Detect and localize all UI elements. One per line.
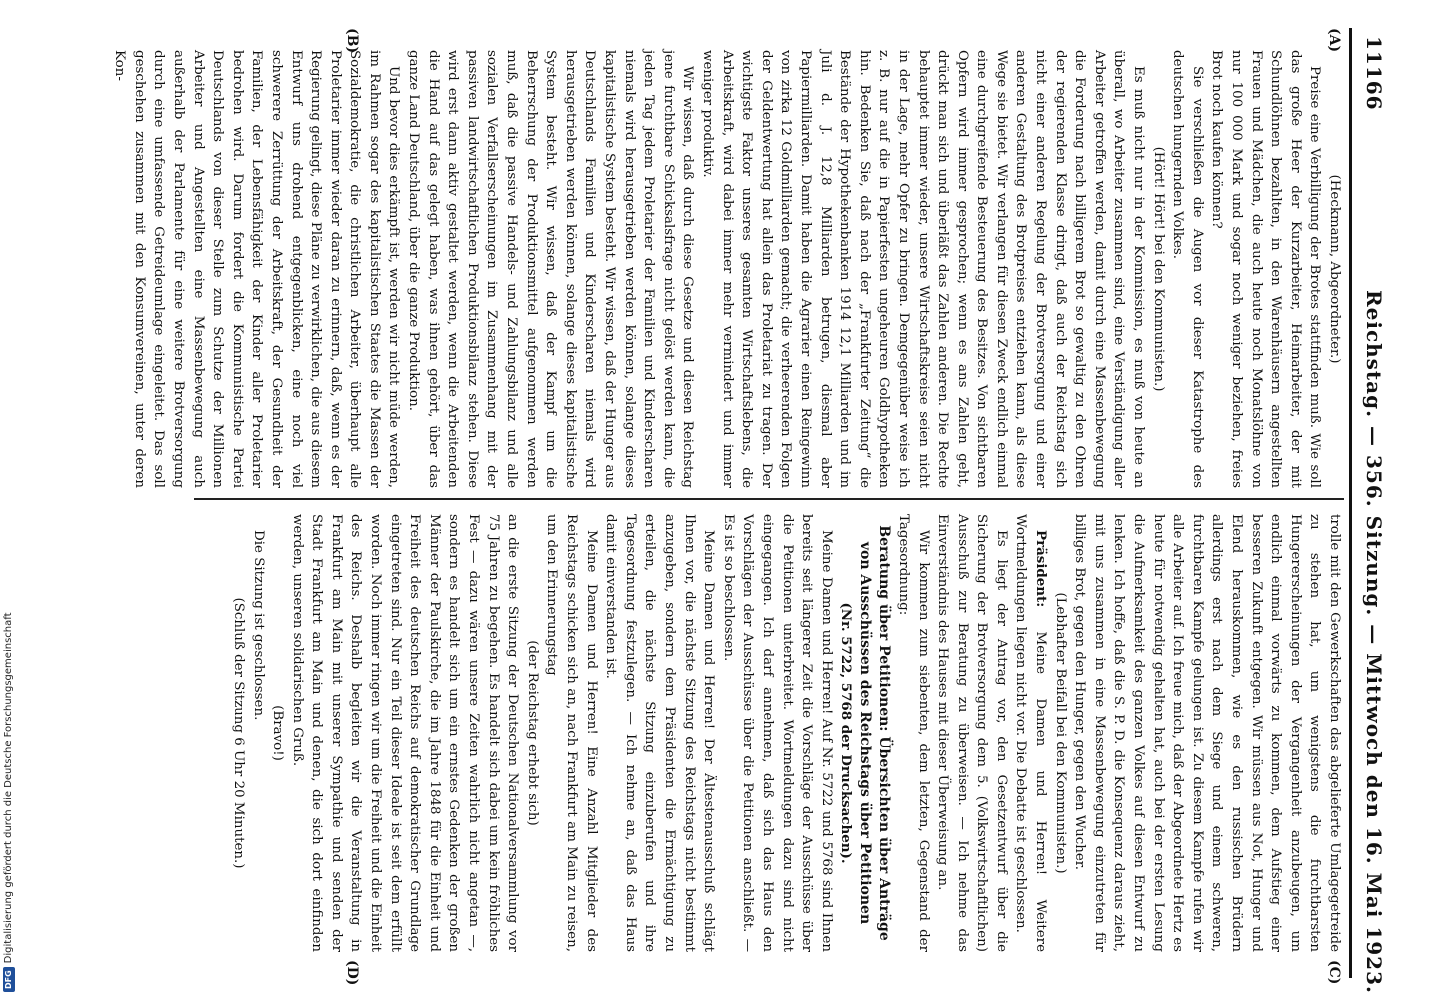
page-header: [1354, 28, 1388, 994]
applause-note: (Lebhafter Beifall bei den Kommunisten.): [1052, 592, 1068, 874]
margin-marker-b: (B): [344, 28, 360, 54]
speaker-note: (Heckmann, Abgeordneter.): [1327, 174, 1342, 364]
agenda-heading: Beratung über Petitionen: Übersichten über Anträge von Ausschüssen des Reichstags über Petitionen: [857, 525, 893, 941]
paragraph: Wir kommen zum siebenten, dem letzten, Gegenstand der Tagesordnung:: [895, 514, 931, 952]
paragraph: Wir wissen, daß durch diese Gesetze und diesen Reichstag jene furchtbare Schicksalsfrage nicht gelöst werden kann, die jeden Tag jedem Proletarier der Familien und Kinderscharen niemals wird herausgetrieben werden können, solange dieses kapitalistische System besteht. Wir wissen, daß der Hunger aus Deutschlands Familien und Kinderscharen niemals wird herausgetrieben werden können, solange dieses kapitalistische System besteht. Wir wissen, daß der Kampf um die Beherrschung der Produktionsmittel aufgenommen werden muß, daß die passive Handels- und Zahlungsbilanz und alle sozialen Verfallserscheinungen im Zusammenhang mit der passiven landwirtschaftlichen Produktionsbilanz stehen. Diese wird erst dann aktiv gestaltet werden, wenn die Arbeitenden die Hand auf das gelegt haben, was ihnen gehört, über das ganze Land Deutschland, über die ganze Produktion.: [406, 50, 696, 488]
dfg-logo: DFG: [3, 967, 15, 992]
agenda-heading-sub: (Nr. 5722, 5768 der Drucksachen).: [838, 602, 855, 864]
paragraph: trolle mit den Gewerkschaften das abgelieferte Umlagegetreide zu stehen hat, um wenigstens die furchtbarsten Hungererscheinungen der Vergangenheit anzubeugen, um endlich einmal vorwärts zu kommen, dem Aufstieg einer besseren Zukunft entgegen. Wir müssen aus Not, Hunger und Elend herauskommen, wie es den russischen Brüdern allerdings erst nach dem Siege und einem schweren, furchtbaren Kampfe gelungen ist. Zu diesem Kampfe rufen wir alle Arbeiter auf. Ich freue mich, daß der Abgeordnete Hertz es heute für notwendig gehalten hat, auch bei der ersten Lesung die Aufmerksamkeit des ganzen Volkes auf diesen Entwurf zu lenken. Ich hoffe, daß die S. P. D. die Konsequenz daraus zieht, mit uns zusammen in eine Massenbewegung einzutreten für billiges Brot, gegen den Hunger, gegen den Wucher.: [1072, 514, 1342, 952]
president-statement: [1011, 514, 1050, 952]
column-divider: [194, 498, 1344, 500]
margin-marker-c: (C): [1326, 960, 1342, 985]
left-column: [114, 50, 1344, 488]
paragraph: Und bevor dies erkämpft ist, werden wir nicht müde werden, im Rahmen sogar des kapitalistischen Staates die Massen der Sozialdemokratie, die christlichen Arbeiter, überhaupt alle Proletarier immer wieder daran zu erinnern, daß, wenn es der Regierung gelingt, diese Pläne zu verwirklichen, die aus diesem Entwurf uns drohend entgegenblicken, eine noch viel schwerere Zerrüttung der Arbeitskraft, der Gesundheit der Familien, der Lebensfähigkeit der Kinder aller Proletarier bedrohen wird. Darum fordert die Kommunistische Partei Deutschlands von dieser Stelle zum Schutze der Millionen Arbeiter und Angestellten eine Massenbewegung auch außerhalb der Parlamente für eine weitere Brotversorgung durch eine umfassende Getreideumlage eingeleitet. Das soll geschehen zusammen mit den Konsumvereinen, unter deren Kon-: [112, 50, 402, 488]
end-note: (Schluß der Sitzung 6 Uhr 20 Minuten.): [230, 597, 246, 869]
digitization-credit-text: Digitalisierung gefördert durch die Deutsche Forschungsgemeinschaft: [3, 612, 14, 964]
paragraph: Preise eine Verbilligung der Brotes stattfinden muß. Wie soll das große Heer der Kurzarbeiter, Heimarbeiter, der mit Schundlöhnen bezahlten, in den Warenhäusern angestellten Frauen und Mädchen, die auch heute noch Monatslöhne von nur 100 000 Mark und sogar noch weniger beziehen, freies Brot noch kaufen können?: [1209, 50, 1323, 488]
paragraph: Meine Damen und Herren! Der Ältestenausschuß schlägt Ihnen vor, die nächste Sitzung des Reichstags nicht bestimmt anzugeben, sondern dem Präsidenten die Ermächtigung zu erteilen, die nächste Sitzung einzuberufen und ihre Tagesordnung festzulegen. — Ich nehme an, daß das Haus damit einverstanden ist.: [603, 514, 717, 952]
header-rule: [1349, 28, 1352, 978]
page-title: Reichstag. — 356. Sitzung. — Mittwoch den 16. Mai 1923.: [1362, 290, 1386, 994]
paragraph: Sie verschließen die Augen vor dieser Katastrophe des deutschen hungernden Volkes.: [1170, 50, 1205, 488]
paragraph: Es muß nicht nur in der Kommission, es muß von heute an überall, wo Arbeiter zusammen sind, eine Verständigung aller Arbeiter getroffen werden, damit durch eine Massenbewegung die Forderung nach billigerem Brot so gewaltig zu den Ohren der regierenden Klasse dringt, daß auch der Reichstag sich nicht einer anderen Regelung der Brotversorgung und einer anderen Gestaltung des Brotpreises entziehen kann, als diese Wege sie bietet. Wir verlangen für diesen Zweck endlich einmal eine durchgreifende Besteuerung des Besitzes. Von sichtbaren Opfern wird immer gesprochen; wenn es ans Zahlen geht, drückt man sich und überläßt das Zahlen anderen. Die Rechte behauptet immer wieder, unsere Wirtschaftskreise seien nicht in der Lage, mehr Opfer zu bringen. Demgegenüber weise ich z. B. nur auf die in Papierfesten ungeheuren Goldhypotheken hin. Bedenken Sie, daß nach der „Frankfurter Zeitung“ die Bestände der Hypothekenbanken 1914 12,1 Milliarden und im Juli d. J. 12,8 Milliarden betrugen, diesmal aber Papiermilliarden. Damit haben die Agrarier einen Reingewinn von zirka 12 Goldmilliarden gemacht; die verheerenden Folgen der Geldentwertung hat allein das Proletariat zu tragen. Der wichtigste Faktor unseres gesamten Wirtschaftslebens, die Arbeitskraft, wird dabei immer mehr vermindert und immer weniger produktiv.: [700, 50, 1147, 488]
bravo-note: (Bravo!): [270, 705, 286, 761]
paragraph: Meine Damen und Herren! Auf Nr. 5722 und 5768 sind Ihnen bereits seit längerer Zeit die Vorschläge der Ausschüsse über die Petitionen unterbreitet. Wortmeldungen dazu sind nicht eingegangen. Ich darf annehmen, daß sich das Haus den Vorschlägen der Ausschüsse über die Petitionen anschließt. — Es ist so beschlossen.: [720, 514, 834, 952]
right-column: [114, 514, 1344, 952]
president-label: Präsident:: [1033, 530, 1050, 608]
paragraph: an die erste Sitzung der Deutschen Nationalversammlung vor 75 Jahren zu begehen. Es handelt sich dabei um kein fröhliches Fest — dazu wären unsere Zeiten wahrlich nicht angetan —, sondern es handelt sich um ein ernstes Gedenken der großen Männer der Paulskirche, die im Jahre 1848 für die Einheit und Freiheit des deutschen Reichs auf demokratischer Grundlage eingetreten sind. Nur ein Teil dieser Ideale ist seit dem erfüllt worden. Noch immer ringen wir um die Freiheit und die Einheit des Reichs. Deshalb begleiten wir die Veranstaltung in Frankfurt am Main mit unserer Sympathie und senden der Stadt Frankfurt am Main und denen, die sich dort einfinden werden, unseren solidarischen Gruß.: [289, 514, 521, 952]
paragraph: Es liegt der Antrag vor, den Gesetzentwurf über die Sicherung der Brotversorgung dem 5. (Volkswirtschaftlichen) Ausschuß zur Beratung zu überweisen. — Ich nehme das Einverständnis des Hauses mit dieser Überweisung an.: [935, 514, 1009, 952]
interjection: (Hört! Hört! bei den Kommunisten.): [1150, 146, 1166, 392]
closing-statement: Die Sitzung ist geschlossen.: [250, 530, 266, 721]
page-number: 11166: [1362, 36, 1386, 111]
margin-marker-d: (D): [344, 960, 360, 986]
digitization-sidebar: [2, 0, 16, 1000]
margin-marker-a: (A): [1326, 28, 1342, 53]
digitization-credit: [2, 4, 16, 992]
document-page: [98, 28, 1388, 994]
paragraph: Meine Damen und Herren! Eine Anzahl Mitglieder des Reichstags schicken sich an, nach Frankfurt am Main zu reisen, um den Erinnerungstag: [544, 514, 599, 952]
interjection: (der Reichstag erhebt sich): [524, 640, 540, 826]
president-text: Meine Damen und Herren! Weitere Wortmeldungen liegen nicht vor. Die Debatte ist geschlossen.: [1013, 514, 1049, 952]
